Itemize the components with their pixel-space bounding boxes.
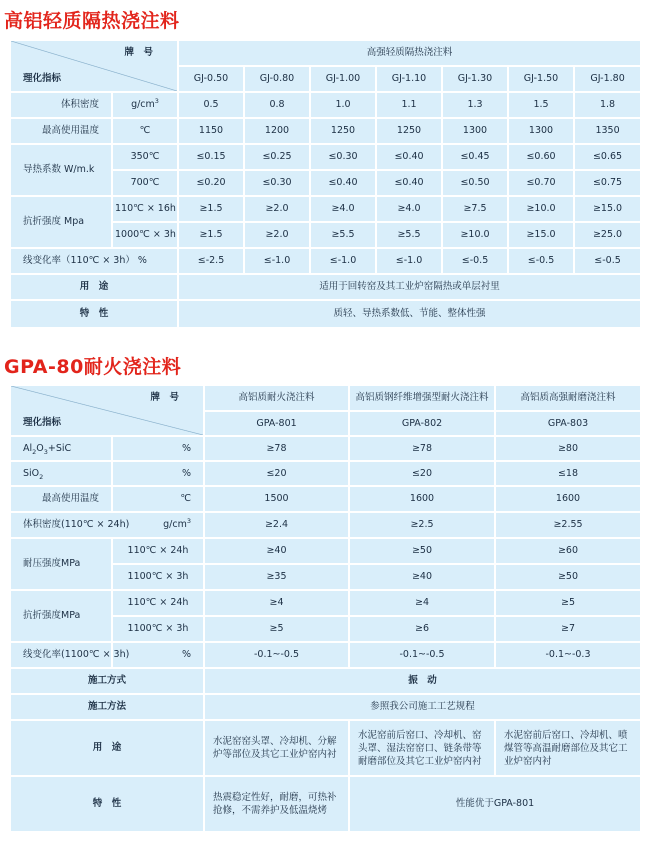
value-cell: ≤0.20 xyxy=(178,170,244,196)
row-label: 特 性 xyxy=(10,776,204,832)
section1-title: 高铝轻质隔热浇注料 xyxy=(4,10,180,32)
value-cell: ≥2.0 xyxy=(244,222,310,248)
value-cell: ≥4.0 xyxy=(376,196,442,222)
row-label: 特 性 xyxy=(10,300,178,328)
table-row xyxy=(10,590,641,616)
value-cell: ≤0.50 xyxy=(442,170,508,196)
value-cell: ≤-0.5 xyxy=(508,248,574,274)
value-cell: ≤0.60 xyxy=(508,144,574,170)
table-row xyxy=(10,538,641,564)
value-cell: ≤0.45 xyxy=(442,144,508,170)
row-label: 体积密度 xyxy=(10,92,112,118)
value-cell: 1.5 xyxy=(508,92,574,118)
table-row xyxy=(10,461,641,486)
table-row xyxy=(10,776,641,832)
row-label: 线变化率(1100℃ × 3h) xyxy=(10,642,112,668)
value-cell: ≥78 xyxy=(349,436,495,461)
value-cell: ≤-2.5 xyxy=(178,248,244,274)
row-label: $Al_2O_3+SiC$ xyxy=(10,436,112,461)
table-row xyxy=(10,248,641,274)
brand-label: 牌 号 xyxy=(124,47,153,58)
usage-cell: 水泥窑窑头罩、冷却机、分解炉等部位及其它工业炉窑内衬 xyxy=(204,720,349,776)
grade-cell: GPA-801 xyxy=(204,411,349,436)
value-cell: ≥15.0 xyxy=(574,196,641,222)
table-row xyxy=(10,512,641,538)
grade-cell: GJ-0.80 xyxy=(244,66,310,92)
condition-cell: 110℃ × 16h xyxy=(112,196,178,222)
value-cell: ≥50 xyxy=(349,538,495,564)
unit-cell: $g/cm^3$ xyxy=(112,92,178,118)
value-cell: 0.5 xyxy=(178,92,244,118)
row-label: 抗折强度MPa xyxy=(10,590,112,642)
value-cell: 0.8 xyxy=(244,92,310,118)
construction-mode-cell: 振 动 xyxy=(204,668,641,694)
value-cell: ≤0.40 xyxy=(310,170,376,196)
table-row xyxy=(10,642,641,668)
feature-cell: 质轻、导热系数低、节能、整体性强 xyxy=(178,300,641,328)
value-cell: ≥50 xyxy=(495,564,641,590)
value-cell: ≥80 xyxy=(495,436,641,461)
value-cell: ≤0.70 xyxy=(508,170,574,196)
condition-cell: 1100℃ × 3h xyxy=(112,616,204,642)
row-label: 施工方法 xyxy=(10,694,204,720)
value-cell: ≥1.5 xyxy=(178,196,244,222)
value-cell: ≤-1.0 xyxy=(376,248,442,274)
usage-cell: 水泥窑前后窑口、冷却机、窑头罩、湿法窑窑口、链条带等耐磨部位及其它工业炉窑内衬 xyxy=(349,720,495,776)
usage-cell: 水泥窑前后窑口、冷却机、喷煤管等高温耐磨部位及其它工业炉窑内衬 xyxy=(495,720,641,776)
grade-cell: GJ-1.00 xyxy=(310,66,376,92)
unit-cell: % xyxy=(112,436,204,461)
grade-cell: GPA-802 xyxy=(349,411,495,436)
value-cell: ≤0.75 xyxy=(574,170,641,196)
brand-label: 牌 号 xyxy=(150,392,179,403)
value-cell: ≥1.5 xyxy=(178,222,244,248)
table-row xyxy=(10,436,641,461)
value-cell: ≤-1.0 xyxy=(310,248,376,274)
header-corner-cell xyxy=(10,385,204,436)
value-cell: ≤0.30 xyxy=(244,170,310,196)
value-cell: 1600 xyxy=(495,486,641,512)
value-cell: ≥60 xyxy=(495,538,641,564)
value-cell: ≥7 xyxy=(495,616,641,642)
value-cell: ≤0.40 xyxy=(376,144,442,170)
value-cell: ≥5.5 xyxy=(376,222,442,248)
index-label: 理化指标 xyxy=(23,73,62,84)
grade-cell: GJ-1.80 xyxy=(574,66,641,92)
value-cell: 1.3 xyxy=(442,92,508,118)
value-cell: ≥25.0 xyxy=(574,222,641,248)
grade-cell: GJ-1.50 xyxy=(508,66,574,92)
row-label: 施工方式 xyxy=(10,668,204,694)
value-cell: ≥40 xyxy=(204,538,349,564)
value-cell: ≤-1.0 xyxy=(244,248,310,274)
value-cell: 1500 xyxy=(204,486,349,512)
value-cell: ≥78 xyxy=(204,436,349,461)
value-cell: ≥2.4 xyxy=(204,512,349,538)
feature-cell: 热震稳定性好，耐磨，可热补抢修，不需养护及低温烧烤 xyxy=(204,776,349,832)
value-cell: ≥4 xyxy=(204,590,349,616)
value-cell: 1.1 xyxy=(376,92,442,118)
value-cell: 1250 xyxy=(310,118,376,144)
value-cell: 1150 xyxy=(178,118,244,144)
value-cell: 1200 xyxy=(244,118,310,144)
table-row xyxy=(10,720,641,776)
usage-cell: 适用于回转窑及其工业炉窑隔热或单层衬里 xyxy=(178,274,641,300)
product-header: 高铝质耐火浇注料 xyxy=(204,385,349,411)
gpa80-castable-table xyxy=(9,384,642,833)
table-row xyxy=(10,668,641,694)
construction-method-cell: 参照我公司施工工艺规程 xyxy=(204,694,641,720)
value-cell: ≥4.0 xyxy=(310,196,376,222)
table-row xyxy=(10,144,641,170)
value-cell: ≥2.5 xyxy=(349,512,495,538)
table-row xyxy=(10,196,641,222)
value-cell: ≥10.0 xyxy=(442,222,508,248)
row-label: 抗折强度 Mpa xyxy=(10,196,112,248)
value-cell: ≤-0.5 xyxy=(574,248,641,274)
condition-cell: 1100℃ × 3h xyxy=(112,564,204,590)
value-cell: -0.1~-0.3 xyxy=(495,642,641,668)
value-cell: ≥2.55 xyxy=(495,512,641,538)
value-cell: ≥5 xyxy=(204,616,349,642)
grade-cell: GPA-803 xyxy=(495,411,641,436)
row-label: 体积密度(110℃ × 24h) $g/cm^3$ xyxy=(10,512,204,538)
condition-cell: 700℃ xyxy=(112,170,178,196)
condition-cell: 110℃ × 24h xyxy=(112,538,204,564)
row-label: 最高使用温度 xyxy=(10,486,112,512)
value-cell: ≤20 xyxy=(349,461,495,486)
table-row xyxy=(10,694,641,720)
value-cell: ≥6 xyxy=(349,616,495,642)
value-cell: ≥5 xyxy=(495,590,641,616)
header-corner-cell xyxy=(10,40,178,92)
row-label: 耐压强度MPa xyxy=(10,538,112,590)
value-cell: 1250 xyxy=(376,118,442,144)
value-cell: ≤0.65 xyxy=(574,144,641,170)
condition-cell: 1000℃ × 3h xyxy=(112,222,178,248)
value-cell: ≤20 xyxy=(204,461,349,486)
index-label: 理化指标 xyxy=(23,417,62,428)
unit-cell: ℃ xyxy=(112,486,204,512)
value-cell: 1350 xyxy=(574,118,641,144)
product-header: 高铝质钢纤维增强型耐火浇注料 xyxy=(349,385,495,411)
value-cell: ≤0.30 xyxy=(310,144,376,170)
value-cell: 1300 xyxy=(508,118,574,144)
grade-cell: GJ-1.10 xyxy=(376,66,442,92)
value-cell: 1300 xyxy=(442,118,508,144)
value-cell: ≤0.25 xyxy=(244,144,310,170)
group-header: 高强轻质隔热浇注料 xyxy=(178,40,641,66)
grade-cell: GJ-1.30 xyxy=(442,66,508,92)
value-cell: -0.1~-0.5 xyxy=(349,642,495,668)
row-label: 用 途 xyxy=(10,720,204,776)
condition-cell: 350℃ xyxy=(112,144,178,170)
value-cell: ≤-0.5 xyxy=(442,248,508,274)
value-cell: ≤0.40 xyxy=(376,170,442,196)
value-cell: 1.0 xyxy=(310,92,376,118)
value-cell: ≥40 xyxy=(349,564,495,590)
row-label: SiO$_2$ xyxy=(10,461,112,486)
grade-cell: GJ-0.50 xyxy=(178,66,244,92)
value-cell: ≤0.15 xyxy=(178,144,244,170)
value-cell: ≥7.5 xyxy=(442,196,508,222)
feature-cell: 性能优于GPA-801 xyxy=(349,776,641,832)
unit-cell: % xyxy=(112,642,204,668)
value-cell: 1.8 xyxy=(574,92,641,118)
unit-cell: ℃ xyxy=(112,118,178,144)
value-cell: ≥35 xyxy=(204,564,349,590)
unit-cell: % xyxy=(112,461,204,486)
section2-title: GPA-80耐火浇注料 xyxy=(4,356,182,378)
value-cell: 1600 xyxy=(349,486,495,512)
value-cell: ≤18 xyxy=(495,461,641,486)
table-row xyxy=(10,274,641,300)
value-cell: ≥5.5 xyxy=(310,222,376,248)
value-cell: ≥10.0 xyxy=(508,196,574,222)
row-label: 导热系数 W/m.k xyxy=(10,144,112,196)
lightweight-castable-table xyxy=(9,39,642,329)
table-row xyxy=(10,486,641,512)
value-cell: ≥4 xyxy=(349,590,495,616)
condition-cell: 110℃ × 24h xyxy=(112,590,204,616)
value-cell: -0.1~-0.5 xyxy=(204,642,349,668)
row-label: 最高使用温度 xyxy=(10,118,112,144)
table-row xyxy=(10,92,641,118)
table-row xyxy=(10,118,641,144)
row-label: 用 途 xyxy=(10,274,178,300)
table-row xyxy=(10,300,641,328)
value-cell: ≥2.0 xyxy=(244,196,310,222)
row-label: 线变化率（110℃ × 3h） % xyxy=(10,248,178,274)
value-cell: ≥15.0 xyxy=(508,222,574,248)
product-header: 高铝质高强耐磨浇注料 xyxy=(495,385,641,411)
